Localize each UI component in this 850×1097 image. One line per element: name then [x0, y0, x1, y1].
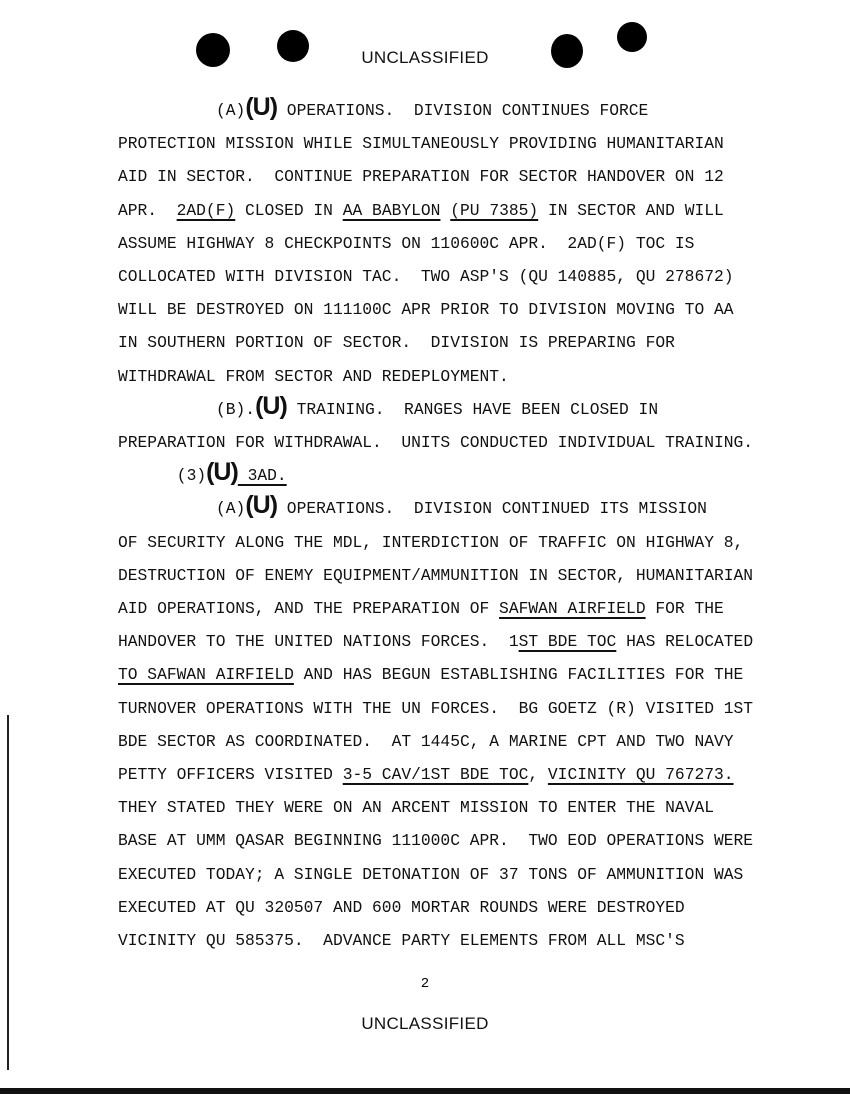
text-segment: PETTY OFFICERS VISITED	[118, 765, 343, 784]
text-segment: AND HAS BEGUN ESTABLISHING FACILITIES FOR THE	[293, 665, 744, 685]
text-line	[118, 333, 675, 353]
text-segment: EXECUTED TODAY; A SINGLE DETONATION OF 37 TONS OF AMMUNITION WAS	[118, 864, 744, 884]
text-line	[176, 458, 287, 487]
text-segment: CLOSED IN	[235, 200, 343, 220]
text-segment: (A)	[216, 499, 246, 519]
text-line	[216, 391, 659, 420]
text-segment: TRAINING. RANGES HAVE BEEN CLOSED IN	[286, 399, 659, 419]
text-line	[118, 798, 714, 818]
text-line	[118, 699, 753, 719]
text-segment: OPERATIONS. DIVISION CONTINUES FORCE	[277, 101, 649, 120]
text-line	[118, 234, 694, 254]
text-line	[118, 134, 724, 154]
underlined-text: TO SAFWAN AIRFIELD	[118, 665, 294, 685]
text-segment: PROTECTION MISSION WHILE SIMULTANEOUSLY PROVIDING HUMANITARIAN	[118, 134, 724, 154]
text-segment: AID OPERATIONS, AND THE PREPARATION OF	[118, 599, 500, 618]
underlined-text: (PU 7385)	[450, 200, 539, 220]
underlined-text: 3AD.	[237, 466, 287, 486]
text-segment: (B).	[216, 399, 256, 419]
text-segment: WILL BE DESTROYED ON 111100C APR PRIOR TO DIVISION MOVING TO AA	[118, 300, 734, 320]
text-segment: AID IN SECTOR. CONTINUE PREPARATION FOR SECTOR HANDOVER ON 12	[118, 167, 724, 187]
underlined-text: 3-5 CAV/1ST BDE TOC	[342, 765, 529, 784]
text-segment: IN SOUTHERN PORTION OF SECTOR. DIVISION IS PREPARING FOR	[118, 333, 675, 353]
handwritten-marking: (U)	[245, 491, 278, 520]
text-segment: WITHDRAWAL FROM SECTOR AND REDEPLOYMENT.	[118, 366, 509, 386]
text-segment: COLLOCATED WITH DIVISION TAC. TWO ASP'S (QU 140885, QU 278672)	[118, 267, 734, 286]
text-line	[118, 898, 685, 918]
underlined-text: SAFWAN AIRFIELD	[499, 599, 646, 618]
text-line	[118, 732, 734, 752]
text-segment: HANDOVER TO THE UNITED NATIONS FORCES. 1	[118, 632, 519, 652]
text-segment: FOR THE	[645, 599, 724, 618]
text-line	[118, 599, 724, 619]
text-segment: IN SECTOR AND WILL	[538, 200, 724, 220]
text-line	[118, 665, 743, 685]
scan-bottom-bar	[0, 1088, 850, 1094]
text-segment: BDE SECTOR AS COORDINATED. AT 1445C, A MARINE CPT AND TWO NAVY	[118, 731, 734, 751]
text-line	[118, 765, 734, 785]
text-line	[118, 201, 724, 221]
text-line	[216, 491, 707, 520]
text-line	[118, 931, 685, 951]
text-segment: TURNOVER OPERATIONS WITH THE UN FORCES. BG GOETZ (R) VISITED 1ST	[118, 698, 754, 718]
handwritten-marking: (U)	[245, 93, 278, 121]
text-line	[118, 367, 509, 387]
text-line	[118, 865, 743, 885]
text-segment: APR.	[118, 200, 177, 220]
classification-header: UNCLASSIFIED	[361, 48, 489, 67]
underlined-text: AA BABYLON	[342, 200, 441, 220]
text-segment: ,	[528, 765, 548, 784]
text-segment: THEY STATED THEY WERE ON AN ARCENT MISSION TO ENTER THE NAVAL	[118, 798, 714, 818]
text-line	[118, 831, 753, 851]
text-segment: (A)	[216, 101, 246, 120]
text-segment: BASE AT UMM QASAR BEGINNING 111000C APR. TWO EOD OPERATIONS WERE	[118, 831, 754, 851]
text-line	[118, 566, 753, 586]
handwritten-marking: (U)	[255, 391, 287, 420]
page-number: 2	[420, 976, 430, 992]
underlined-text: VICINITY QU 767273.	[547, 765, 734, 784]
text-line	[118, 533, 743, 553]
text-segment: (3)	[176, 466, 207, 486]
text-line	[118, 267, 734, 287]
text-segment: EXECUTED AT QU 320507 AND 600 MORTAR ROUNDS WERE DESTROYED	[118, 897, 685, 917]
text-segment: DESTRUCTION OF ENEMY EQUIPMENT/AMMUNITION IN SECTOR, HUMANITARIAN	[118, 565, 754, 585]
text-segment	[440, 201, 450, 220]
handwritten-marking: (U)	[206, 458, 238, 487]
scan-edge-line	[7, 715, 9, 1070]
text-line	[118, 433, 753, 453]
text-line	[118, 632, 753, 652]
text-segment: OPERATIONS. DIVISION CONTINUED ITS MISSION	[277, 499, 707, 519]
text-segment: PREPARATION FOR WITHDRAWAL. UNITS CONDUCTED INDIVIDUAL TRAINING.	[118, 433, 754, 452]
text-line	[118, 167, 724, 187]
text-line	[216, 93, 649, 121]
underlined-text: 2AD(F)	[176, 200, 236, 220]
text-segment: HAS RELOCATED	[616, 632, 754, 652]
text-segment: OF SECURITY ALONG THE MDL, INTERDICTION OF TRAFFIC ON HIGHWAY 8,	[118, 532, 744, 552]
underlined-text: ST BDE TOC	[518, 632, 617, 652]
text-line	[118, 300, 734, 320]
text-segment: VICINITY QU 585375. ADVANCE PARTY ELEMENTS FROM ALL MSC'S	[118, 931, 685, 950]
classification-footer: UNCLASSIFIED	[361, 1014, 489, 1033]
text-segment: ASSUME HIGHWAY 8 CHECKPOINTS ON 110600C APR. 2AD(F) TOC IS	[118, 233, 695, 253]
